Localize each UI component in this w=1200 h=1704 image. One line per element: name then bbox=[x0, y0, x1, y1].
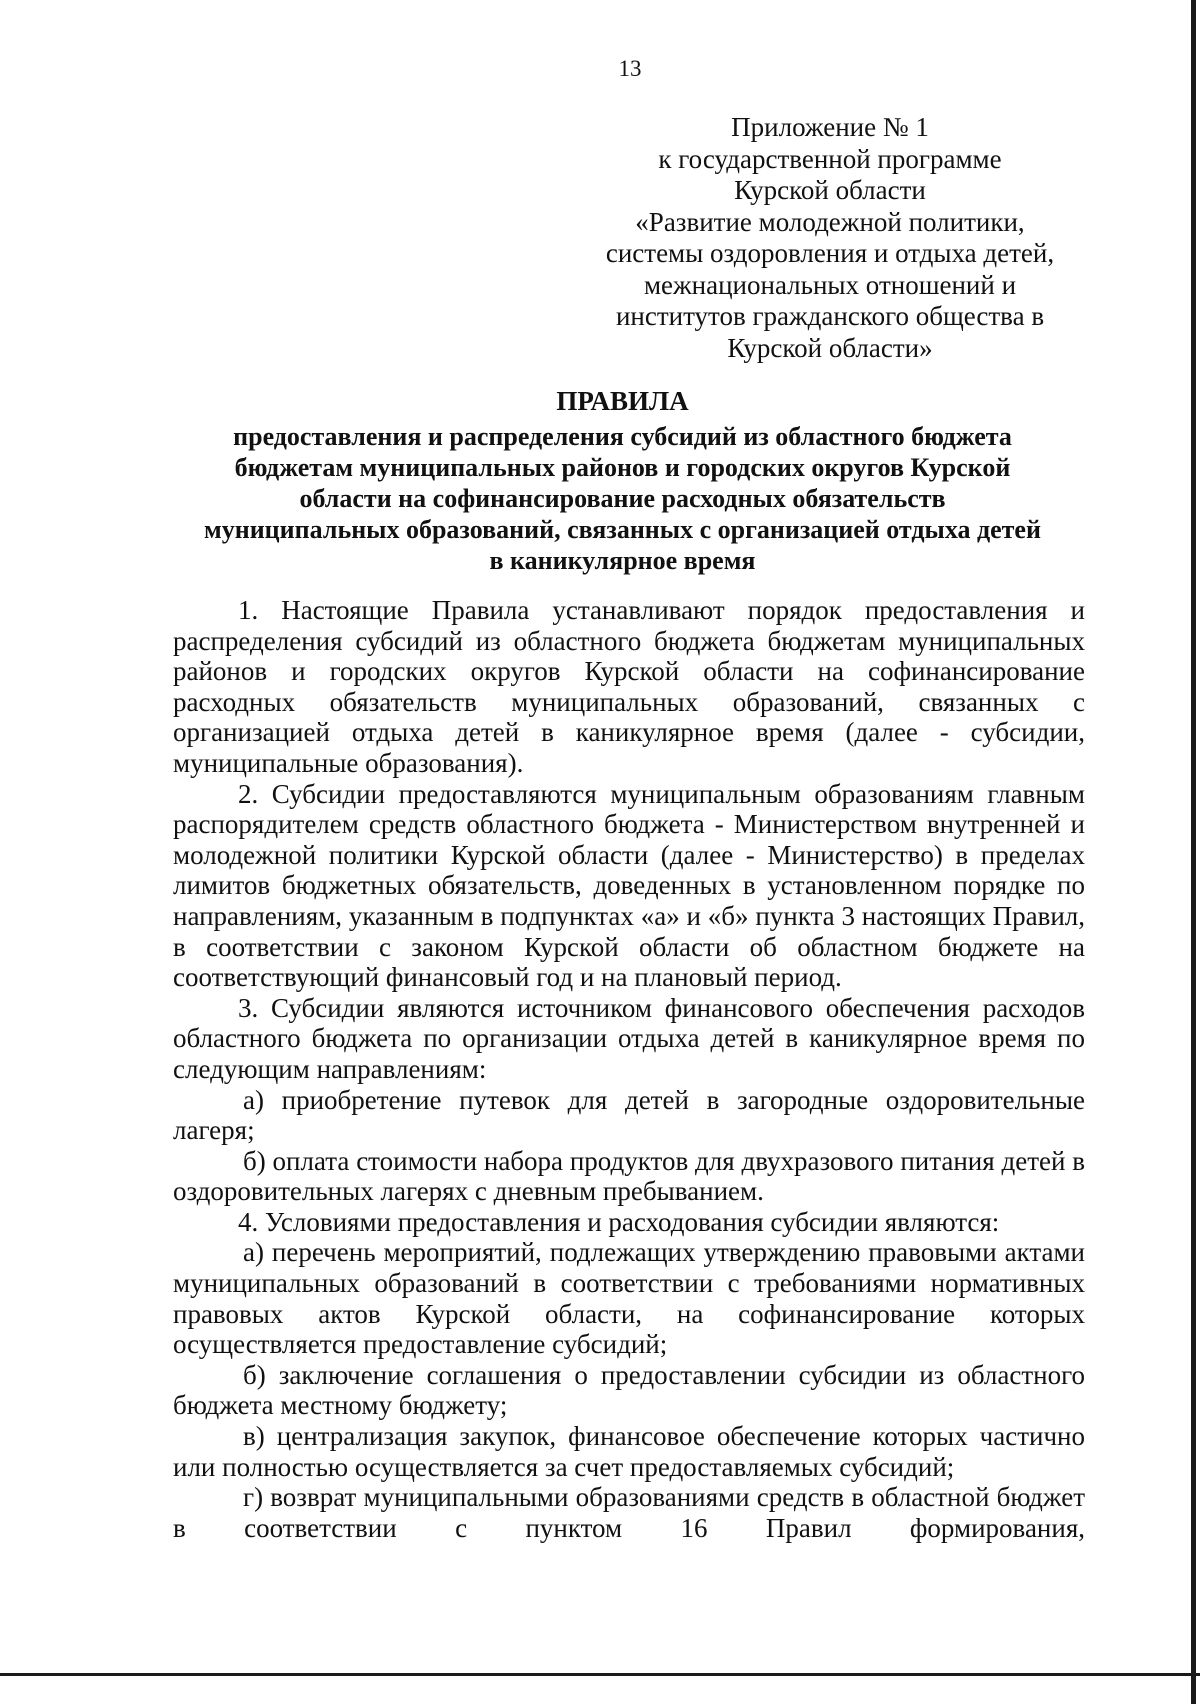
document-title bbox=[160, 386, 1085, 576]
title-line: бюджетам муниципальных районов и городских округов Курской bbox=[234, 453, 1011, 482]
title-line: области на софинансирование расходных обязательств bbox=[299, 484, 946, 513]
scan-border-bottom bbox=[0, 1673, 1200, 1676]
appendix-line: Курской области» bbox=[727, 332, 933, 363]
paragraph-4: 4. Условиями предоставления и расходования субсидии являются: bbox=[238, 1206, 1000, 1237]
appendix-line: «Развитие молодежной политики, bbox=[635, 206, 1025, 237]
appendix-line: к государственной программе bbox=[658, 143, 1002, 174]
paragraph-4d: г) возврат муниципальными образованиями средств в областной бюджет в соответствии с пунктом 16 Правил формирования, bbox=[173, 1482, 1085, 1543]
paragraph-4b: б) заключение соглашения о предоставлении субсидии из областного бюджета местному бюджету; bbox=[173, 1359, 1085, 1421]
paragraph-1: 1. Настоящие Правила устанавливают порядок предоставления и распределения субсидий из областного бюджета бюджетам муниципальных районов и городских округов Курской области на софинансирование расходных обязательств муниципальных образований, связанных с организацией отдыха детей в каникулярное время (далее - субсидии, муниципальные образования). bbox=[173, 595, 1085, 778]
paragraph-4a: а) перечень мероприятий, подлежащих утверждению правовыми актами муниципальных образований в соответствии с требованиями нормативных правовых актов Курской области, на софинансирование которых осуществляется предоставление субсидий; bbox=[173, 1237, 1085, 1360]
paragraph-3b: б) оплата стоимости набора продуктов для двухразового питания детей в оздоровительных лагерях с дневным пребыванием. bbox=[173, 1145, 1085, 1207]
title-line: предоставления и распределения субсидий из областного бюджета bbox=[233, 422, 1012, 451]
page-number: 13 bbox=[618, 56, 642, 81]
appendix-line: межнациональных отношений и bbox=[643, 269, 1017, 300]
paragraph-4c: в) централизация закупок, финансовое обеспечение которых частично или полностью осуществляется за счет предоставляемых субсидий; bbox=[173, 1421, 1085, 1482]
paragraph-3: 3. Субсидии являются источником финансового обеспечения расходов областного бюджета по организации отдыха детей в каникулярное время по следующим направлениям: bbox=[173, 992, 1085, 1084]
paragraph-2: 2. Субсидии предоставляются муниципальным образованиям главным распорядителем средств областного бюджета - Министерством внутренней и молодежной политики Курской области (далее - Министерство) в пределах лимитов бюджетных обязательств, доведенных в установленном порядке по направлениям, указанным в подпунктах «а» и «б» пункта 3 настоящих Правил, в соответствии с законом Курской области об областном бюджете на соответствующий финансовый год и на плановый период. bbox=[173, 778, 1085, 993]
appendix-line: Курской области bbox=[734, 175, 926, 205]
title-line: муниципальных образований, связанных с организацией отдыха детей bbox=[204, 515, 1041, 544]
appendix-line: системы оздоровления и отдыха детей, bbox=[605, 238, 1055, 268]
appendix-line: институтов гражданского общества в bbox=[615, 301, 1045, 331]
appendix-line: Приложение № 1 bbox=[731, 112, 929, 142]
document-body bbox=[173, 595, 1085, 1543]
scan-border-right bbox=[1191, 0, 1196, 1704]
paragraph-3a: а) приобретение путевок для детей в загородные оздоровительные лагеря; bbox=[173, 1084, 1085, 1146]
appendix-block bbox=[560, 112, 1100, 364]
title-heading: ПРАВИЛА bbox=[556, 386, 689, 416]
title-line: в каникулярное время bbox=[489, 546, 756, 575]
